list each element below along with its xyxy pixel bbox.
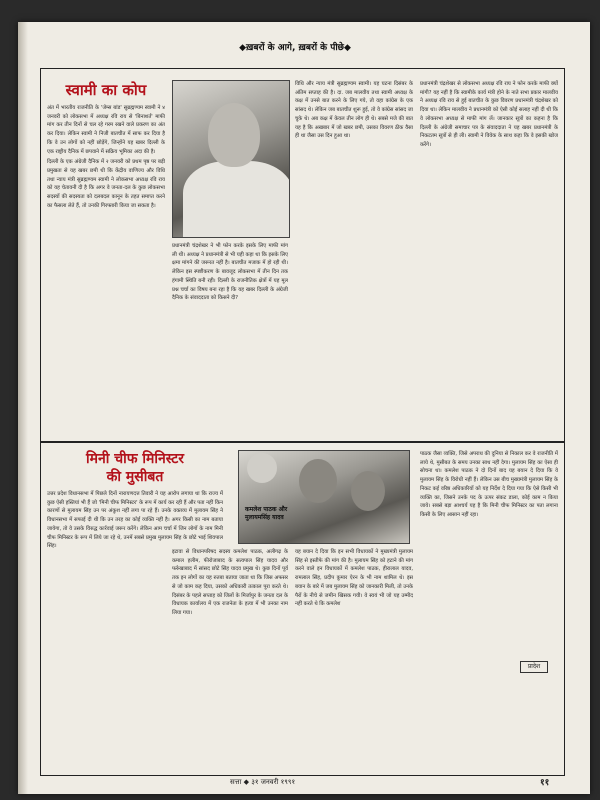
page-binding [18,22,28,794]
page-footer: सत्ता ◆ ३१ जनवरी १९९१ [230,778,296,786]
photo-figure-face [208,103,260,167]
photo-figure-face [299,459,337,503]
article1-paragraph: प्रधानमंत्री चंद्रशेखर ने भी फोन करके इसके लिए माफी मांग ली थी। अध्यक्ष ने प्रधानमंत्री से भी यही कहा था कि इसके लिए क्षमा मांगने की जरूरत नहीं है। बातचीत मजाक में हो रही थी। लेकिन इस स्पष्टीकरण के बावजूद लोकसभा में तीन दिन तक हंगामी स्थिति बनी रही। दिल्ली के राजनीतिक क्षेत्रों में यह मूल प्रश्न चर्चा का विषय बना रहा है कि यह खबर दिल्ली के अंग्रेजी दैनिक के संवाददाता को किसने दी? [172,243,288,302]
article1-column-3 [295,80,413,435]
article2-paragraph: उत्तर प्रदेश विधानसभा में पिछले दिनों नारायणदत्त तिवारी ने यह आरोप लगाया था कि राज्य में कुछ ऐसी हस्तियां भी हैं जो 'मिनी चीफ मिनिस्टर' के रूप में कार्य कर रही हैं और पता नहीं किन कारणों से मुलायम सिंह उन पर अंकुश नहीं लगा पा रहे हैं। उनके वक्तव्य में मुलायम सिंह ने विधानसभा में सफाई दी थी कि उन तरह का कोई व्यक्ति नहीं है। अगर किसी का नाम बताया जायेगा, तो वे उसके विरुद्ध कार्रवाई जरूर करेंगे। लेकिन आम चर्चा में जिन लोगों के नाम मिनी चीफ मिनिस्टर के रूप में लिये जा रहे थे, उनमें सबसे प्रमुख मुलायम सिंह के छोटे भाई शिवपाल सिंह। [47,491,223,550]
article2-column-4 [420,450,558,655]
article1-paragraph: अंत में भारतीय राजनीति के 'जेम्स बांड' सुब्रह्मण्यम स्वामी ने ४ जनवरी को लोकसभा में अध्यक्ष रवि राय से 'बिनाशर्त' माफी मांग कर तीन दिनों से चल रहे गरम रखने वाले प्रकरण का अंत कर दिया। लेकिन स्वामी ने निजी बातचीत में साफ कर दिया है कि वे उन लोगों को नहीं छोड़ेंगे, जिन्होंने यह खबर दिल्ली के एक राष्ट्रीय दैनिक में छपवाने में सक्रिय भूमिका अदा की है। [47,105,165,155]
photo-figure-face [351,471,385,511]
section-divider [40,441,565,443]
photo-figure-hand [247,453,277,483]
article1-paragraph: प्रधानमंत्री चंद्रशेखर से लोकसभा अध्यक्ष रवि राय ने फोन करके माफी क्यों मांगी? यह नहीं है कि स्वामीके कार्य मंत्री होने के नाते सभा प्रकार मालवीय ने अध्यक्ष रवि राय से हुई बातचीत के कुछ विवरण प्रधानमंत्री चंद्रशेखर को दिया था। लेकिन मालवीय ने प्रधानमंत्री को ऐसी कोई सलाह नहीं दी थी कि वे लोकसभा अध्यक्ष से माफी मांग लें। जानकार सूत्रों का कहना है कि दिल्ली के अंग्रेजी समाचार पत्र के संवाददाता ने यह खबर प्रधानमंत्री के निकटतम सूत्रों से ही ली। स्वामी ने विवेक के साथ कहा कि वे इसकी खोज करेंगे। [420,81,558,148]
article2-title-line-1: मिनी चीफ मिनिस्टर [85,451,185,467]
article2-column-3 [295,548,413,768]
article2-title-line-2: की मुसीबत [106,469,164,485]
article1-column-2 [172,242,288,434]
article2-paragraph: पाठक जैसा व्यक्ति, जिसे अपराध की दुनिया से निकाल कर वे राजनीति में लाये थे, मुसीबत के समय उनका साथ नहीं देगा। मुलायम सिंह का ऐसा ही सोचना था। कमलेश पाठक ने दो दिनों बाद यह बयान दे दिया कि वे मुलायम सिंह के विरोधी नहीं हैं। लेकिन उस बीच मुख्यमंत्री मुलायम सिंह के निकट कई वरिष्ठ अधिकारियों को यह निर्देश दे दिया गया कि ऐसे किसी भी व्यक्ति का, जिसने उनके पद के ऊपर संकट डाला, कोई काम न किया जाये। सबसे बड़ा आश्चर्य यह है कि मिनी चीफ मिनिस्टर का पता लगाना किसी के लिए आसान नहीं रहा। [420,451,558,518]
article2-paragraph: यह बयान दे दिया कि इन सभी विधायकों ने मुख्यमंत्री मुलायम सिंह से इस्तीफे की मांग की है। मुलायम सिंह को हटाने की मांग करने वाले इन विधायकों में कमलेश पाठक, हीरालाल यादव, रामलाल सिंह, प्रदीप कुमार ऐरन के भी नाम शामिल थे। इस बयान के बारे में जब मुलायम सिंह को जानकारी मिली, तो उनके पैरों के नीचे से जमीन खिसक गयी। वे स्वयं भी जो यह उम्मीद नहीं करते थे कि कमलेश [295,549,413,608]
page-number: ११ [540,778,550,788]
article1-column-4 [420,80,558,435]
article2-column-2 [172,548,288,768]
section-badge: प्रादेश [520,661,548,673]
photo-figure-body [183,161,290,238]
section-header-band: ◆ख़बरों के आगे, ख़बरों के पीछे◆ [239,42,351,53]
article2-paragraph: इटावा से विधानपरिषद सदस्य कमलेश पाठक, अलीगढ़ के कमाल हलीम, फीरोजाबाद के सत्यपाल सिंह यादव और फर्रुखाबाद में सांसद छोटे सिंह यादव प्रमुख थे। कुछ दिनों पूर्व तक इन लोगों का यह रुतबा बताया जाता था कि जिस अफसर से जो काम कह दिया, उसको अधिकारी तत्काल पूरा करते थे। दिसंबर के पहले सप्ताह को जिलों के मिर्जापुर के जनता दल के विधायक कार्यालय में एक राजनेता के हत्या में भी उनका नाम लिया गया। [172,549,288,616]
article1-title: स्वामी का कोप [65,81,147,99]
article1-paragraph: दिल्ली के एक अंग्रेजी दैनिक में २ जनवरी को प्रथम पृष्ठ पर बड़ी प्रमुखता से यह खबर छपी थी कि केंद्रीय वाणिज्य और विधि तथा न्याय मंत्री सुब्रह्मण्यम स्वामी ने लोकसभा अध्यक्ष रवि राय को यह चेतावनी दी है कि अगर वे जनता-दल के कुछ लोकसभा सदस्यों की सदस्यता को दलबदल कानून के तहत समाप्त करने का फैसला लेते हैं, तो उनकी गिरफ्तारी किया जा सकता है। [47,159,165,209]
article2-photo-caption: कमलेश पाठक और मुलायमसिंह यादव [245,506,288,521]
article1-photo [172,80,290,238]
article1-column-1 [47,80,165,435]
article1-paragraph: विधि और न्याय मंत्री सुब्रह्मण्यम स्वामी। यह घटना दिसंबर के अंतिम सप्ताह की है। दा. जब मालवीय तथा स्वामी अध्यक्ष के कक्ष में उनसे बात करने के लिए गये, तो वहा कांग्रेस के एक सांसद थे। लेकिन जब बातचीत शुरू हुई, तो वे कांग्रेस सांसद जा चुके थे। अब कक्ष में केवल तीन लोग ही थे। सबसे मजे की बात यह है कि अखबार में जो खबर छपी, उसका विवरण ठीक वैसा ही था जैसा उस दिन हुआ था। [295,81,413,140]
